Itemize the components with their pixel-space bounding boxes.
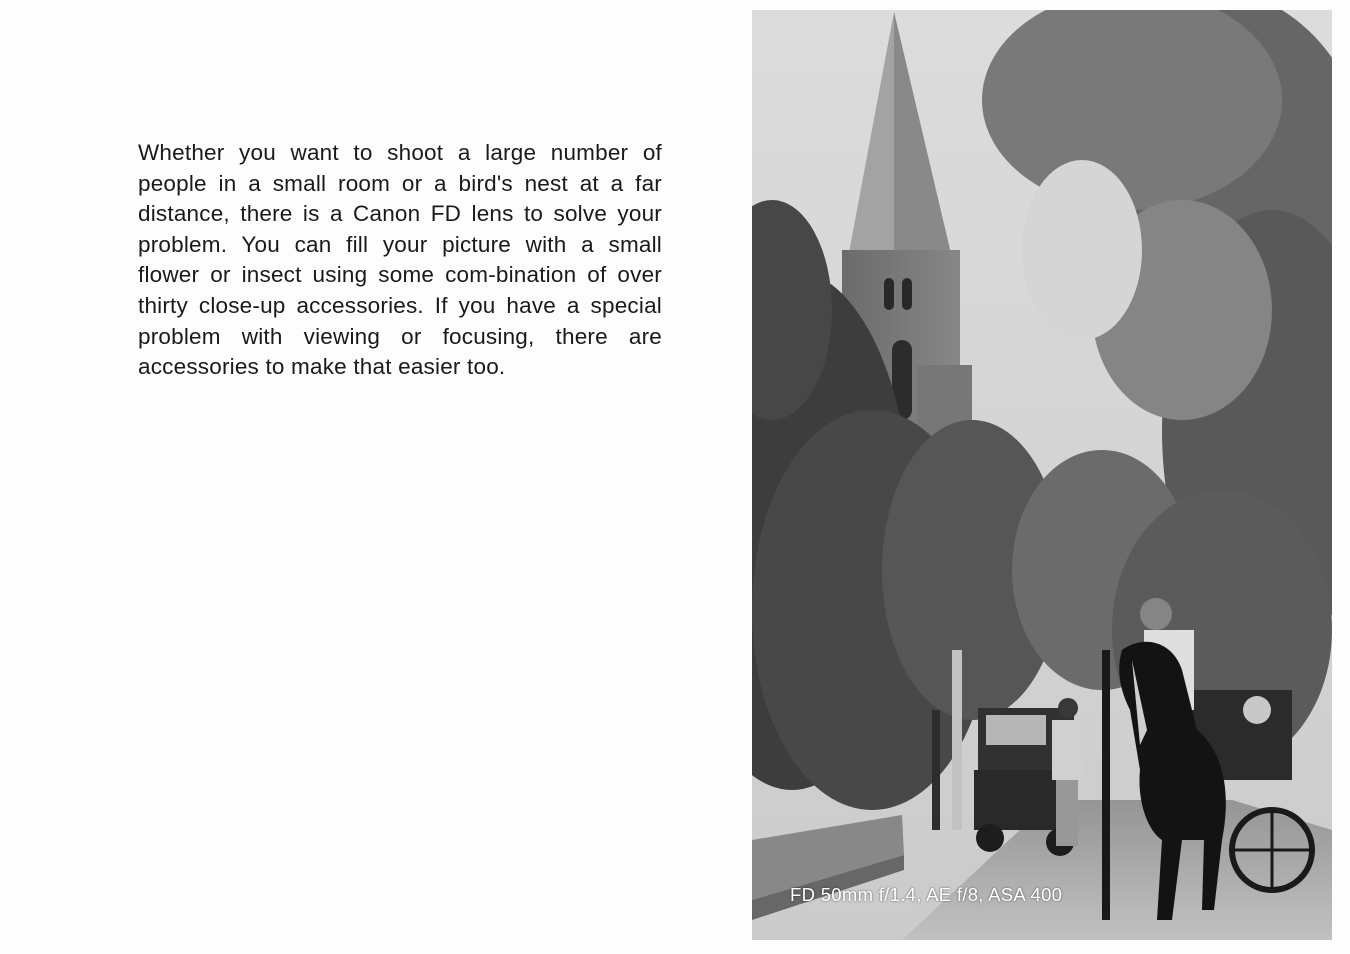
body-paragraph: Whether you want to shoot a large number of people in a small room or a bird's nest at a far distance, there is a Canon FD lens to solve your problem. You can fill your picture with a small flower or insect using some com-bination of over thirty close-up accessories. If you have a special problem with viewing or focusing, there are accessories to make that easier too. bbox=[138, 140, 662, 380]
street-scene-photo bbox=[752, 10, 1332, 940]
photo-illustration bbox=[752, 10, 1332, 940]
photo-caption: FD 50mm f/1.4, AE f/8, ASA 400 bbox=[790, 884, 1063, 905]
